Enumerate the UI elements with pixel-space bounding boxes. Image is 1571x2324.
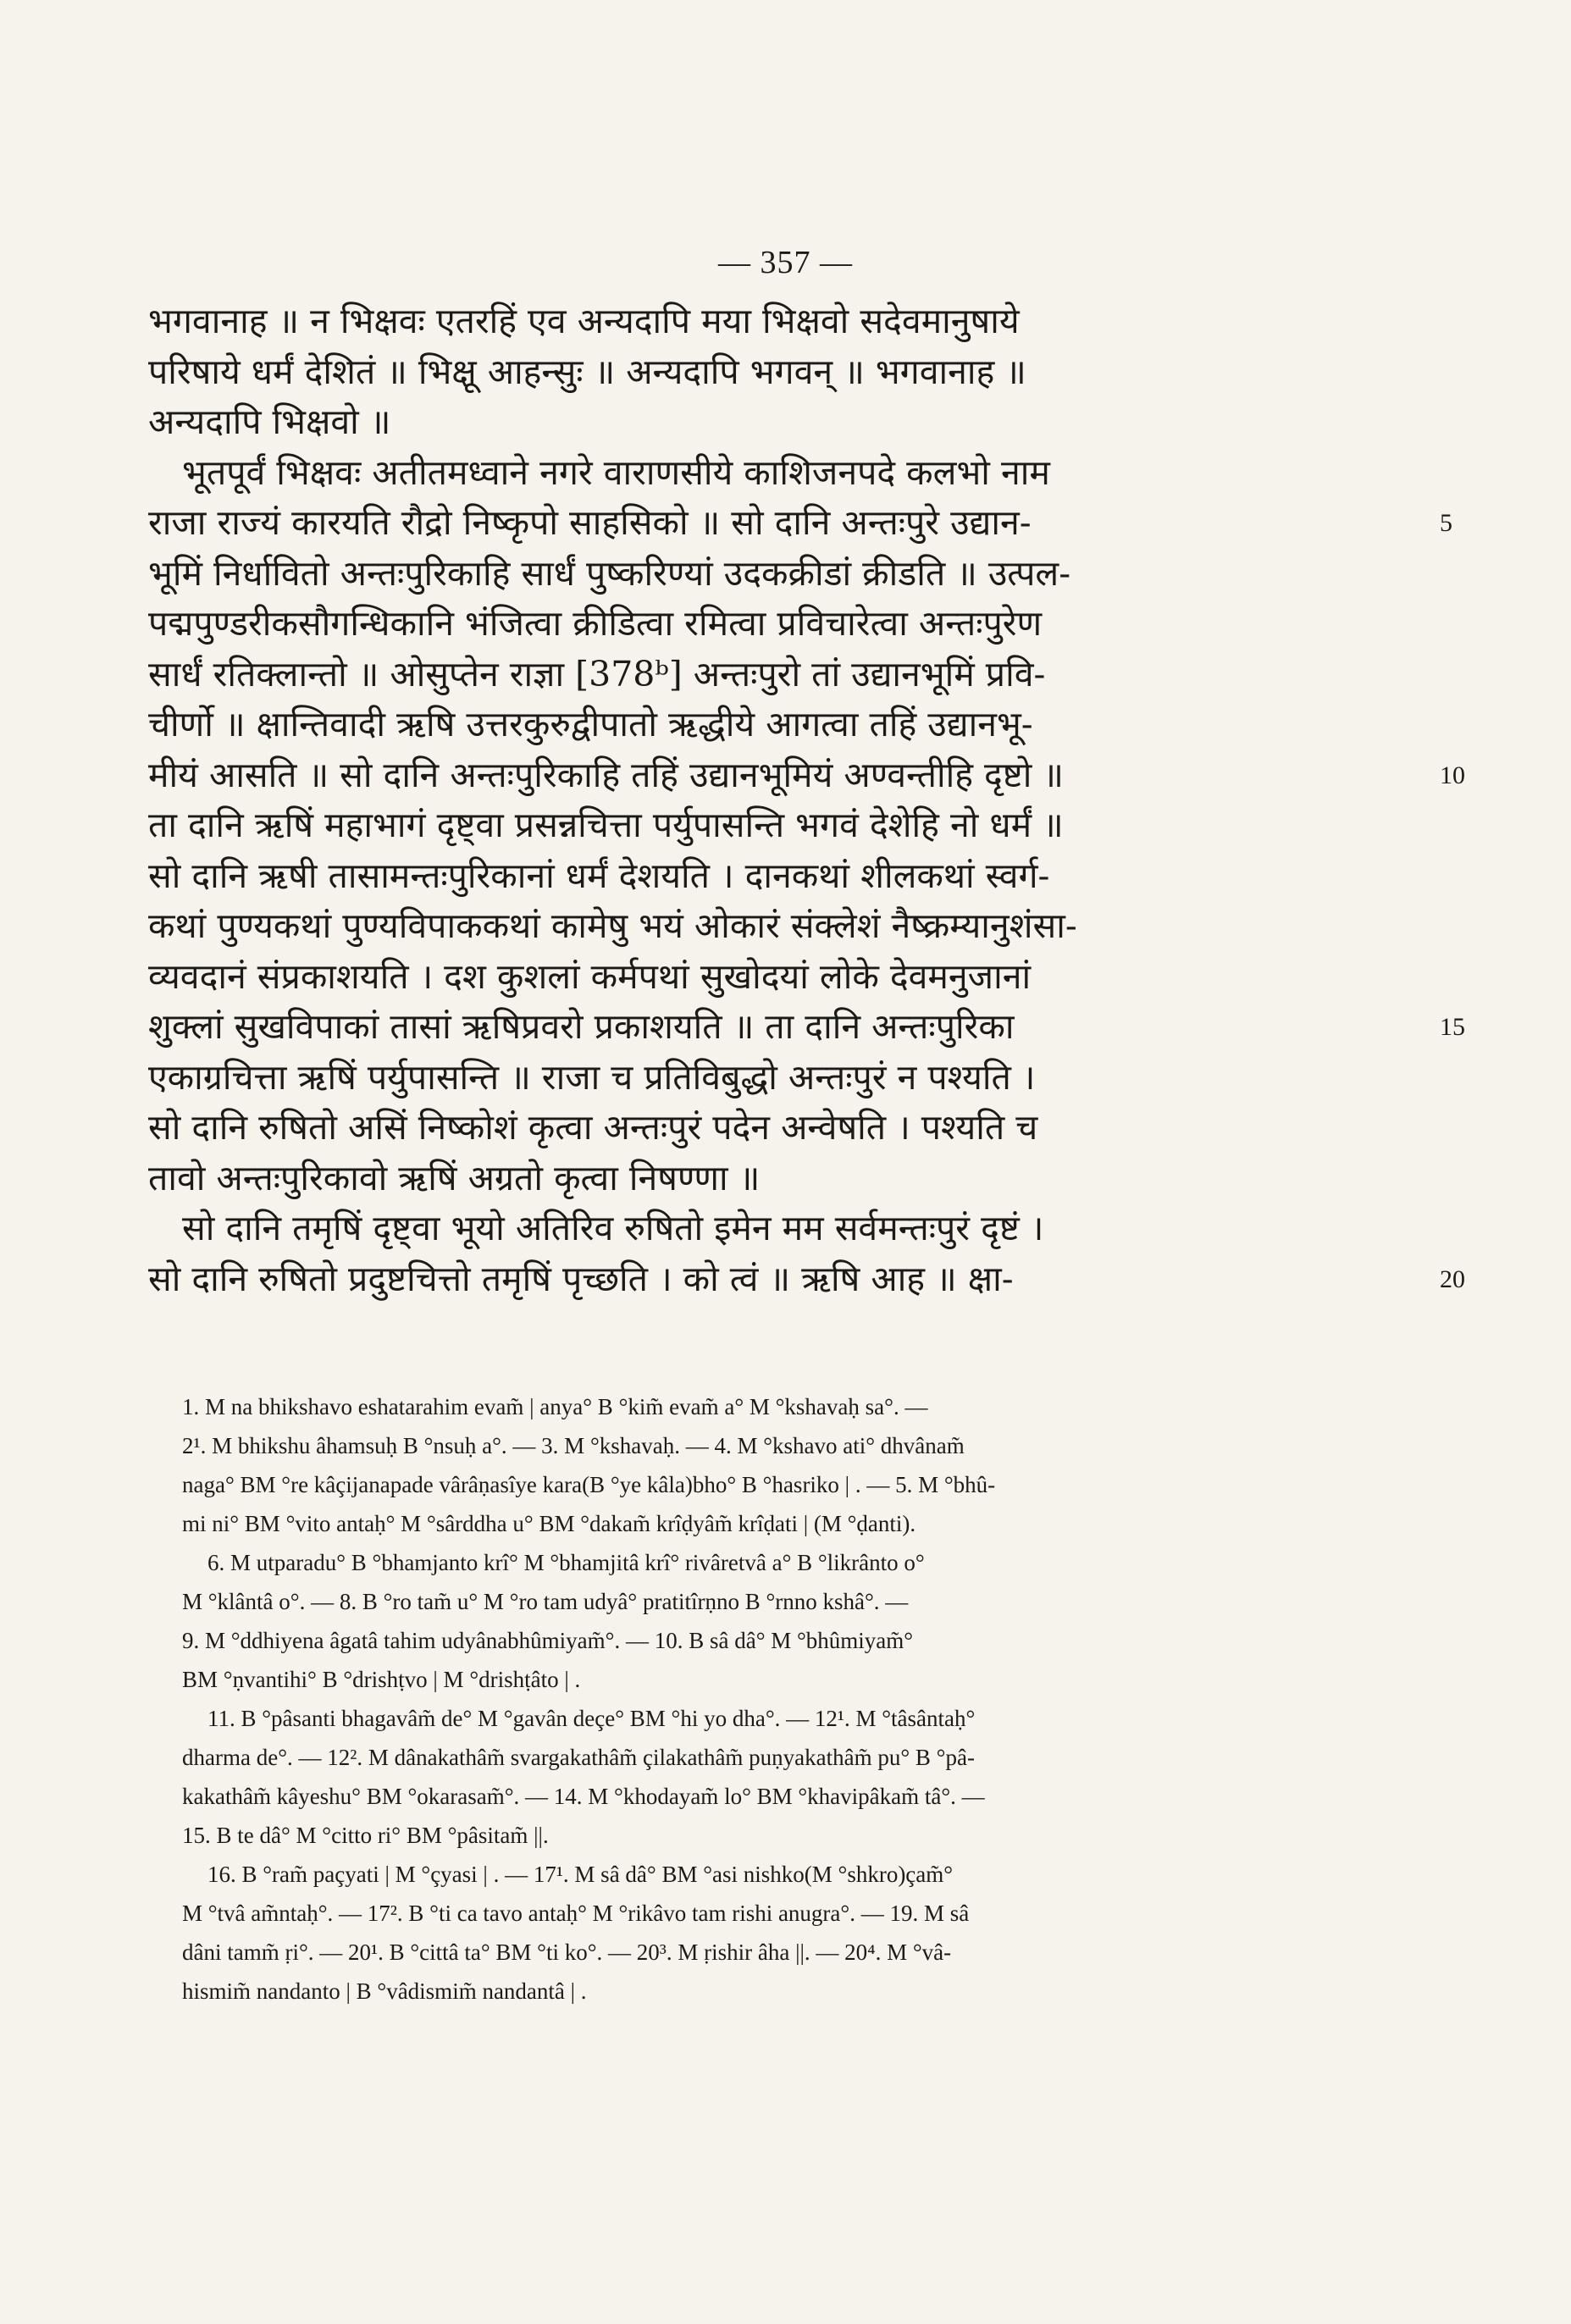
text-line xyxy=(148,1154,1440,1204)
footnote-line: 6. M utparadu° B °bhamjanto krî° M °bhamjitâ krî° rivâretvâ a° B °likrânto o° xyxy=(207,1550,925,1575)
line-text: शुक्लां सुखविपाकां तासां ऋषिप्रवरो प्रकाशयति ॥ ता दानि अन्तःपुरिका xyxy=(148,1006,1015,1047)
footnote-line: M °tvâ am̃ntaḥ°. — 17². B °ti ca tavo antaḥ° M °rikâvo tam rishi anugra°. — 19. M sâ xyxy=(182,1901,970,1926)
text-line xyxy=(148,851,1440,902)
line-text: भूतपूर्वं भिक्षवः अतीतमध्वाने नगरे वाराणसीये काशिजनपदे कलभो नाम xyxy=(182,451,1050,493)
line-text: ता दानि ऋषिं महाभागं दृष्ट्वा प्रसन्नचित्ता पर्युपासन्ति भगवं देशेहि नो धर्मं ॥ xyxy=(148,805,1064,845)
line-number: 10 xyxy=(1440,761,1465,789)
line-text: सो दानि ऋषी तासामन्तःपुरिकानां धर्मं देशयति । दानकथां शीलकथां स्वर्ग- xyxy=(148,855,1050,896)
text-line xyxy=(148,498,1452,549)
text-line xyxy=(148,901,1440,952)
text-line xyxy=(148,952,1440,1003)
footnote-line: M °klântâ o°. — 8. B °ro tam̃ u° M °ro tam udyâ° pratitîrṇno B °rnno kshâ°. — xyxy=(182,1589,909,1614)
line-text: कथां पुण्यकथां पुण्यविपाककथां कामेषु भयं ओकारं संक्लेशं नैष्क्रम्यानुशंसा- xyxy=(148,905,1077,946)
footnote-line: dharma de°. — 12². M dânakathâm̃ svargakathâm̃ çilakathâm̃ puṇyakathâm̃ pu° B °pâ- xyxy=(182,1745,975,1770)
footnote-line: dâni tamm̃ ṛi°. — 20¹. B °cittâ ta° BM °ti ko°. — 20³. M ṛishir âha ||. — 20⁴. M °vâ- xyxy=(182,1939,952,1965)
text-line xyxy=(148,1053,1440,1104)
line-text: भगवानाह ॥ न भिक्षवः एतरहिं एव अन्यदापि मया भिक्षवो सदेवमानुषाये xyxy=(148,301,1020,341)
footnote-line: BM °ṇvantihi° B °drishṭvo | M °drishṭâto | . xyxy=(182,1667,581,1692)
line-text: राजा राज्यं कारयति रौद्रो निष्कृपो साहसिको ॥ सो दानि अन्तःपुरे उद्यान- xyxy=(148,502,1032,543)
line-text: तावो अन्तःपुरिकावो ऋषिं अग्रतो कृत्वा निषण्णा ॥ xyxy=(148,1157,761,1198)
footnote-line: kakathâm̃ kâyeshu° BM °okarasam̃°. — 14. M °khodayam̃ lo° BM °khavipâkam̃ tâ°. — xyxy=(182,1784,985,1809)
line-text: सार्धं रतिक्लान्तो ॥ ओसुप्तेन राज्ञा [378ᵇ] अन्तःपुरो तां उद्यानभूमिं प्रवि- xyxy=(148,653,1046,694)
footnote-line: hismim̃ nandanto | B °vâdismim̃ nandantâ | . xyxy=(182,1978,587,2004)
text-line xyxy=(148,1254,1465,1305)
footnotes xyxy=(182,1387,1452,2011)
footnote-line: mi ni° BM °vito antaḥ° M °sârddha u° BM °dakam̃ krîḍyâm̃ krîḍati | (M °ḍanti). xyxy=(182,1511,916,1536)
line-text: सो दानि रुषितो असिं निष्कोशं कृत्वा अन्तःपुरं पदेन अन्वेषति । पश्यति च xyxy=(148,1107,1038,1148)
text-line xyxy=(148,347,1440,398)
line-text: भूमिं निर्धावितो अन्तःपुरिकाहि सार्धं पुष्करिण्यां उदकक्रीडां क्रीडति ॥ उत्पल- xyxy=(148,552,1071,594)
line-text: पद्मपुण्डरीकसौगन्धिकानि भंजित्वा क्रीडित्वा रमित्वा प्रविचारेत्वा अन्तःपुरेण xyxy=(148,603,1043,644)
line-text: अन्यदापि भिक्षवो ॥ xyxy=(148,401,391,442)
page-number: — 357 — xyxy=(718,245,853,280)
text-line xyxy=(148,599,1440,650)
footnote-line: naga° BM °re kâçijanapade vârâṇasîye kara(B °ye kâla)bho° B °hasriko | . — 5. M °bhû- xyxy=(182,1472,996,1497)
footnote-line: 9. M °ddhiyena âgatâ tahim udyânabhûmiyam̃°. — 10. B sâ dâ° M °bhûmiyam̃° xyxy=(182,1628,914,1653)
footnote-line: 2¹. M bhikshu âhamsuḥ B °nsuḥ a°. — 3. M °kshavaḥ. — 4. M °kshavo ati° dhvânam̃ xyxy=(182,1433,965,1458)
line-text: मीयं आसति ॥ सो दानि अन्तःपुरिकाहि तहिं उद्यानभूमियं अण्वन्तीहि दृष्टो ॥ xyxy=(148,754,1064,795)
text-line xyxy=(148,397,1440,448)
text-line xyxy=(148,650,1440,700)
text-line xyxy=(148,700,1440,750)
text-line xyxy=(148,800,1440,851)
line-text: चीर्णो ॥ क्षान्तिवादी ऋषि उत्तरकुरुद्वीपातो ऋद्धीये आगत्वा तहिं उद्यानभू- xyxy=(148,704,1033,744)
line-number: 5 xyxy=(1440,509,1452,537)
line-text: परिषाये धर्मं देशितं ॥ भिक्षू आहन्सुः ॥ अन्यदापि भगवन् ॥ भगवानाह ॥ xyxy=(148,351,1026,392)
footnote-line: 16. B °ram̃ paçyati | M °çyasi | . — 17¹. M sâ dâ° BM °asi nishko(M °shkro)çam̃° xyxy=(207,1862,954,1887)
line-number: 20 xyxy=(1440,1264,1465,1293)
line-text: एकाग्रचित्ता ऋषिं पर्युपासन्ति ॥ राजा च प्रतिविबुद्धो अन्तःपुरं न पश्यति । xyxy=(148,1056,1036,1098)
line-text: सो दानि रुषितो प्रदुष्टचित्तो तमृषिं पृच्छति । को त्वं ॥ ऋषि आह ॥ क्षा- xyxy=(148,1258,1014,1299)
text-line xyxy=(148,1002,1465,1053)
line-number: 15 xyxy=(1440,1013,1465,1041)
text-line xyxy=(148,750,1465,801)
main-text xyxy=(148,296,1465,1304)
line-text: व्यवदानं संप्रकाशयति । दश कुशलां कर्मपथां सुखोदयां लोके देवमनुजानां xyxy=(148,955,1032,997)
footnote-line: 15. B te dâ° M °citto ri° BM °pâsitam̃ ||. xyxy=(182,1823,549,1848)
text-line xyxy=(148,1204,1440,1254)
footnote-line: 1. M na bhikshavo eshatarahim evam̃ | anya° B °kim̃ evam̃ a° M °kshavaḥ sa°. — xyxy=(182,1394,928,1419)
text-line xyxy=(148,549,1440,600)
text-line xyxy=(148,448,1440,499)
footnote-line: 11. B °pâsanti bhagavâm̃ de° M °gavân deçe° BM °hi yo dha°. — 12¹. M °tâsântaḥ° xyxy=(207,1706,976,1731)
line-text: सो दानि तमृषिं दृष्ट्वा भूयो अतिरिव रुषितो इमेन मम सर्वमन्तःपुरं दृष्टं । xyxy=(182,1208,1044,1248)
text-line xyxy=(148,296,1440,347)
text-line xyxy=(148,1103,1440,1154)
